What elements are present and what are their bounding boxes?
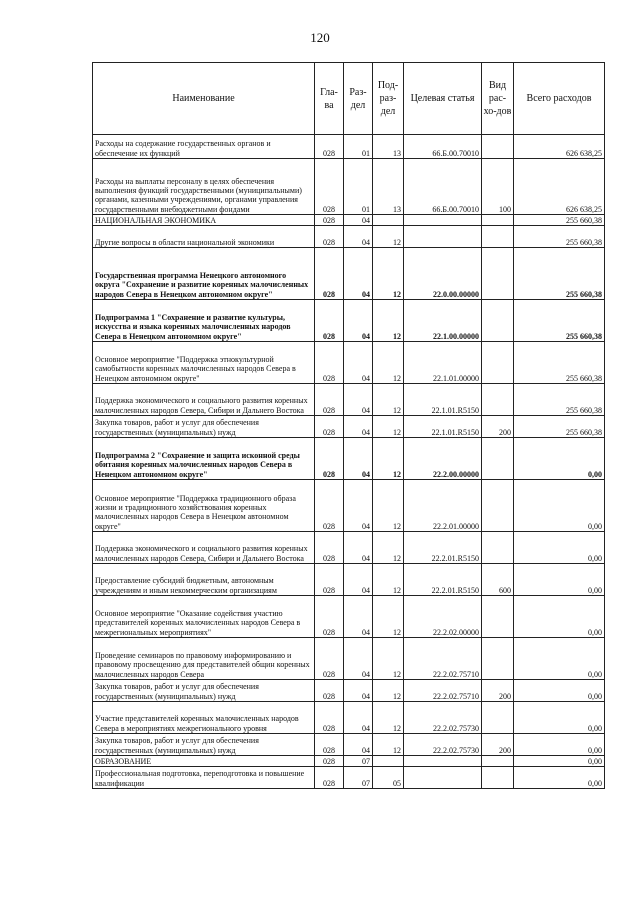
row-subsection: 12 — [373, 532, 404, 564]
row-expense-type — [482, 135, 514, 159]
table-row — [93, 438, 605, 480]
row-name: Основное мероприятие "Поддержка этнокультурной самобытности коренных малочисленных народов Севера в Ненецком автономном округе" — [93, 342, 315, 384]
row-target: 22.2.02.75730 — [404, 734, 482, 756]
row-expense-type — [482, 248, 514, 300]
row-section: 04 — [344, 342, 373, 384]
row-subsection: 05 — [373, 767, 404, 789]
row-expense-type: 600 — [482, 564, 514, 596]
row-target: 22.2.02.75710 — [404, 680, 482, 702]
row-target: 22.1.01.00000 — [404, 342, 482, 384]
row-target: 22.1.01.R5150 — [404, 384, 482, 416]
row-name: Закупка товаров, работ и услуг для обеспечения государственных (муниципальных) нужд — [93, 416, 315, 438]
row-section: 04 — [344, 480, 373, 532]
row-target: 22.2.01.00000 — [404, 480, 482, 532]
row-total: 255 660,38 — [514, 248, 605, 300]
row-expense-type — [482, 480, 514, 532]
table-row — [93, 756, 605, 767]
row-total: 255 660,38 — [514, 300, 605, 342]
row-subsection: 12 — [373, 702, 404, 734]
row-name: Основное мероприятие "Поддержка традиционного образа жизни и традиционного хозяйствования коренных малочисленных народов Севера в Ненецком автономном округе" — [93, 480, 315, 532]
row-expense-type — [482, 532, 514, 564]
row-expense-type — [482, 767, 514, 789]
row-expense-type — [482, 596, 514, 638]
row-section: 04 — [344, 300, 373, 342]
row-chapter: 028 — [315, 159, 344, 215]
row-name: Расходы на выплаты персоналу в целях обеспечения выполнения функций государственными (муниципальными) органами, казенными учреждениями, органами управления государственными внебюджетными фондами — [93, 159, 315, 215]
row-chapter: 028 — [315, 532, 344, 564]
header-section: Раз-дел — [344, 63, 373, 135]
row-chapter: 028 — [315, 680, 344, 702]
row-section: 04 — [344, 532, 373, 564]
row-chapter: 028 — [315, 638, 344, 680]
row-section: 04 — [344, 416, 373, 438]
row-chapter: 028 — [315, 226, 344, 248]
row-total: 626 638,25 — [514, 159, 605, 215]
row-section: 01 — [344, 159, 373, 215]
row-total: 0,00 — [514, 767, 605, 789]
row-total: 0,00 — [514, 734, 605, 756]
row-section: 04 — [344, 638, 373, 680]
table-row — [93, 135, 605, 159]
row-subsection: 13 — [373, 135, 404, 159]
row-subsection: 12 — [373, 680, 404, 702]
table-row — [93, 702, 605, 734]
table-row — [93, 638, 605, 680]
row-total: 255 660,38 — [514, 384, 605, 416]
row-section: 04 — [344, 596, 373, 638]
row-name: Поддержка экономического и социального развития коренных малочисленных народов Севера, Сибири и Дальнего Востока — [93, 384, 315, 416]
row-section: 01 — [344, 135, 373, 159]
table-row — [93, 159, 605, 215]
row-subsection: 12 — [373, 734, 404, 756]
row-total: 0,00 — [514, 680, 605, 702]
header-expense-type: Вид рас-хо-дов — [482, 63, 514, 135]
table-row — [93, 532, 605, 564]
row-target: 22.2.02.75710 — [404, 638, 482, 680]
row-name: ОБРАЗОВАНИЕ — [93, 756, 315, 767]
row-subsection: 12 — [373, 384, 404, 416]
row-chapter: 028 — [315, 702, 344, 734]
table-row — [93, 248, 605, 300]
budget-table — [92, 62, 605, 789]
row-total: 0,00 — [514, 596, 605, 638]
row-expense-type — [482, 438, 514, 480]
row-chapter: 028 — [315, 596, 344, 638]
row-target: 22.2.00.00000 — [404, 438, 482, 480]
row-target — [404, 756, 482, 767]
row-section: 07 — [344, 767, 373, 789]
row-name: Профессиональная подготовка, переподготовка и повышение квалификации — [93, 767, 315, 789]
row-expense-type: 200 — [482, 416, 514, 438]
table-row — [93, 416, 605, 438]
table-row — [93, 480, 605, 532]
row-section: 04 — [344, 384, 373, 416]
row-name: Другие вопросы в области национальной экономики — [93, 226, 315, 248]
row-target: 22.2.02.00000 — [404, 596, 482, 638]
table-row — [93, 384, 605, 416]
row-target: 22.2.02.75730 — [404, 702, 482, 734]
row-chapter: 028 — [315, 438, 344, 480]
row-name: Государственная программа Ненецкого автономного округа "Сохранение и развитие коренных малочисленных народов Севера в Ненецком автономном округе" — [93, 248, 315, 300]
header-name: Наименование — [93, 63, 315, 135]
row-name: Подпрограмма 2 "Сохранение и защита исконной среды обитания коренных малочисленных народов Севера в Ненецком автономном округе" — [93, 438, 315, 480]
header-row — [93, 63, 605, 135]
table-row — [93, 596, 605, 638]
row-total: 255 660,38 — [514, 215, 605, 226]
row-name: Расходы на содержание государственных органов и обеспечение их функций — [93, 135, 315, 159]
header-target: Целевая статья — [404, 63, 482, 135]
row-expense-type — [482, 300, 514, 342]
row-subsection: 13 — [373, 159, 404, 215]
row-chapter: 028 — [315, 342, 344, 384]
row-total: 0,00 — [514, 564, 605, 596]
row-target: 22.2.01.R5150 — [404, 564, 482, 596]
row-chapter: 028 — [315, 300, 344, 342]
row-expense-type: 100 — [482, 159, 514, 215]
row-chapter: 028 — [315, 248, 344, 300]
row-expense-type: 200 — [482, 734, 514, 756]
row-subsection: 12 — [373, 416, 404, 438]
table-row — [93, 734, 605, 756]
header-subsection: Под-раз-дел — [373, 63, 404, 135]
row-chapter: 028 — [315, 416, 344, 438]
table-row — [93, 300, 605, 342]
row-subsection: 12 — [373, 342, 404, 384]
table-row — [93, 680, 605, 702]
table-row — [93, 226, 605, 248]
row-target — [404, 215, 482, 226]
row-name: Поддержка экономического и социального развития коренных малочисленных народов Севера, Сибири и Дальнего Востока — [93, 532, 315, 564]
row-section: 04 — [344, 438, 373, 480]
row-subsection: 12 — [373, 564, 404, 596]
row-chapter: 028 — [315, 135, 344, 159]
row-subsection — [373, 215, 404, 226]
row-target — [404, 767, 482, 789]
row-target: 66.Б.00.70010 — [404, 159, 482, 215]
row-section: 04 — [344, 564, 373, 596]
row-expense-type — [482, 702, 514, 734]
row-name: Основное мероприятие "Оказание содействия участию представителей коренных малочисленных народов Севера в межрегиональных мероприятиях" — [93, 596, 315, 638]
row-chapter: 028 — [315, 384, 344, 416]
row-total: 0,00 — [514, 702, 605, 734]
row-subsection: 12 — [373, 638, 404, 680]
row-section: 04 — [344, 680, 373, 702]
row-total: 0,00 — [514, 480, 605, 532]
row-total: 0,00 — [514, 532, 605, 564]
row-expense-type — [482, 215, 514, 226]
row-total: 0,00 — [514, 438, 605, 480]
header-total: Всего расходов — [514, 63, 605, 135]
table-row — [93, 342, 605, 384]
row-chapter: 028 — [315, 767, 344, 789]
row-target — [404, 226, 482, 248]
page-number: 120 — [310, 30, 330, 45]
row-name: НАЦИОНАЛЬНАЯ ЭКОНОМИКА — [93, 215, 315, 226]
row-target: 22.1.01.R5150 — [404, 416, 482, 438]
row-section: 04 — [344, 215, 373, 226]
row-target: 66.Б.00.70010 — [404, 135, 482, 159]
row-total: 626 638,25 — [514, 135, 605, 159]
row-name: Предоставление субсидий бюджетным, автономным учреждениям и иным некоммерческим организациям — [93, 564, 315, 596]
row-subsection: 12 — [373, 596, 404, 638]
row-expense-type — [482, 226, 514, 248]
row-name: Проведение семинаров по правовому информированию и правовому просвещению для представителей общин коренных малочисленных народов Севера — [93, 638, 315, 680]
row-subsection: 12 — [373, 300, 404, 342]
row-name: Закупка товаров, работ и услуг для обеспечения государственных (муниципальных) нужд — [93, 734, 315, 756]
row-subsection: 12 — [373, 226, 404, 248]
row-target: 22.2.01.R5150 — [404, 532, 482, 564]
row-chapter: 028 — [315, 756, 344, 767]
row-expense-type: 200 — [482, 680, 514, 702]
row-subsection: 12 — [373, 248, 404, 300]
row-name: Участие представителей коренных малочисленных народов Севера в мероприятиях межрегионального уровня — [93, 702, 315, 734]
row-subsection: 12 — [373, 438, 404, 480]
row-chapter: 028 — [315, 480, 344, 532]
row-target: 22.1.00.00000 — [404, 300, 482, 342]
row-chapter: 028 — [315, 215, 344, 226]
table-row — [93, 564, 605, 596]
row-subsection — [373, 756, 404, 767]
row-expense-type — [482, 756, 514, 767]
row-total: 255 660,38 — [514, 416, 605, 438]
row-total: 0,00 — [514, 638, 605, 680]
row-name: Закупка товаров, работ и услуг для обеспечения государственных (муниципальных) нужд — [93, 680, 315, 702]
row-section: 07 — [344, 756, 373, 767]
row-target: 22.0.00.00000 — [404, 248, 482, 300]
row-section: 04 — [344, 226, 373, 248]
header-chapter: Гла-ва — [315, 63, 344, 135]
table-row — [93, 215, 605, 226]
row-total: 0,00 — [514, 756, 605, 767]
row-expense-type — [482, 342, 514, 384]
row-chapter: 028 — [315, 734, 344, 756]
row-name: Подпрограмма 1 "Сохранение и развитие культуры, искусства и языка коренных малочисленных народов Севера в Ненецком автономном округе" — [93, 300, 315, 342]
table-row — [93, 767, 605, 789]
row-total: 255 660,38 — [514, 342, 605, 384]
row-section: 04 — [344, 248, 373, 300]
row-chapter: 028 — [315, 564, 344, 596]
row-expense-type — [482, 384, 514, 416]
row-subsection: 12 — [373, 480, 404, 532]
row-expense-type — [482, 638, 514, 680]
row-section: 04 — [344, 734, 373, 756]
row-section: 04 — [344, 702, 373, 734]
row-total: 255 660,38 — [514, 226, 605, 248]
